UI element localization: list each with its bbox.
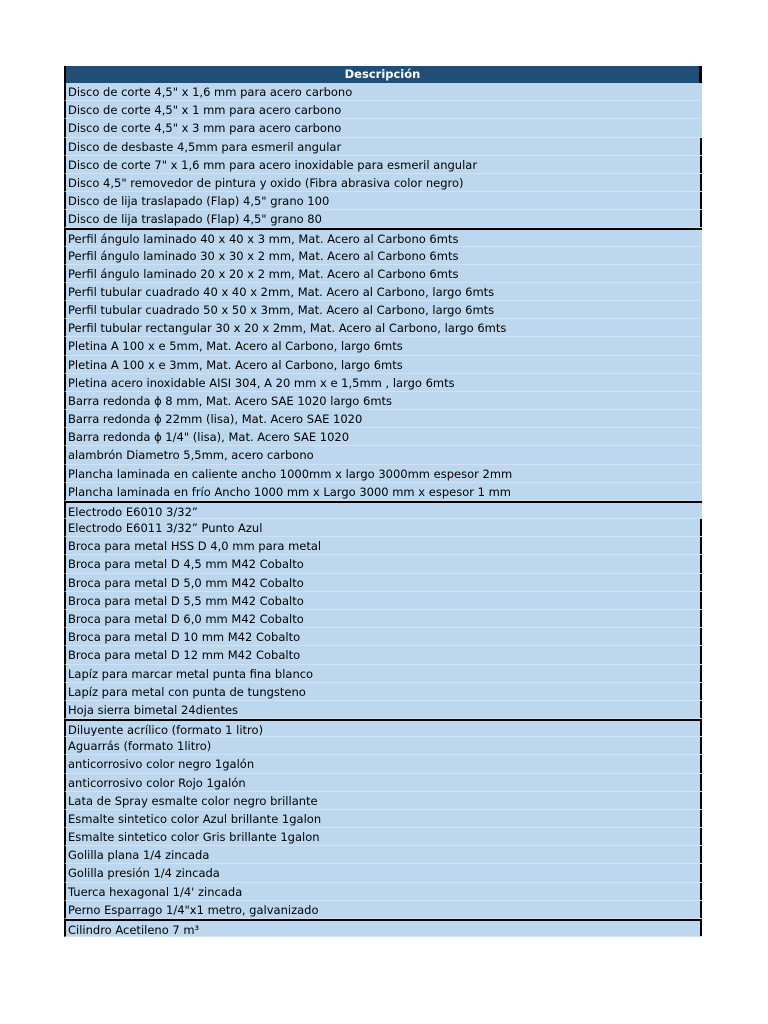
table-row[interactable]: Electrodo E6011 3/32” Punto Azul <box>64 519 702 537</box>
table-row[interactable]: Barra redonda ɸ 1/4" (lisa), Mat. Acero SAE 1020 <box>64 428 702 446</box>
table-row[interactable]: Cilindro Acetileno 7 m³ <box>64 919 702 937</box>
table-row[interactable]: Broca para metal D 6,0 mm M42 Cobalto <box>64 610 702 628</box>
table-row[interactable]: Golilla presión 1/4 zincada <box>64 864 702 882</box>
column-header-descripcion[interactable]: Descripción <box>64 66 702 83</box>
table-row[interactable]: Disco de corte 4,5" x 1,6 mm para acero carbono <box>64 83 702 101</box>
table-row[interactable]: Barra redonda ɸ 8 mm, Mat. Acero SAE 1020 largo 6mts <box>64 392 702 410</box>
table-row[interactable]: alambrón Diametro 5,5mm, acero carbono <box>64 446 702 464</box>
table-row[interactable]: anticorrosivo color negro 1galón <box>64 755 702 773</box>
table-row[interactable]: Perfil ángulo laminado 30 x 30 x 2 mm, Mat. Acero al Carbono 6mts <box>64 247 702 265</box>
table-row[interactable]: Disco de lija traslapado (Flap) 4,5" grano 100 <box>64 192 702 210</box>
table-row[interactable]: Broca para metal D 10 mm M42 Cobalto <box>64 628 702 646</box>
table-row[interactable]: Lata de Spray esmalte color negro brillante <box>64 792 702 810</box>
table-row[interactable]: Aguarrás (formato 1litro) <box>64 737 702 755</box>
table-row[interactable]: Disco de lija traslapado (Flap) 4,5" grano 80 <box>64 210 702 228</box>
table-row[interactable]: Disco de corte 7" x 1,6 mm para acero inoxidable para esmeril angular <box>64 156 702 174</box>
table-row[interactable]: Pletina acero inoxidable AISI 304, A 20 mm x e 1,5mm , largo 6mts <box>64 374 702 392</box>
table-row[interactable]: Pletina A 100 x e 5mm, Mat. Acero al Carbono, largo 6mts <box>64 337 702 355</box>
table-row[interactable]: Disco de desbaste 4,5mm para esmeril angular <box>64 138 702 156</box>
table-row[interactable]: Disco de corte 4,5" x 1 mm para acero carbono <box>64 101 702 119</box>
table-row[interactable]: anticorrosivo color Rojo 1galón <box>64 774 702 792</box>
table-row[interactable]: Broca para metal D 12 mm M42 Cobalto <box>64 646 702 664</box>
table-row[interactable]: Perno Esparrago 1/4"x1 metro, galvanizado <box>64 901 702 919</box>
table-row[interactable]: Broca para metal HSS D 4,0 mm para metal <box>64 537 702 555</box>
table-row[interactable]: Pletina A 100 x e 3mm, Mat. Acero al Carbono, largo 6mts <box>64 356 702 374</box>
table-row[interactable]: Perfil ángulo laminado 20 x 20 x 2 mm, Mat. Acero al Carbono 6mts <box>64 265 702 283</box>
table-row[interactable]: Perfil ángulo laminado 40 x 40 x 3 mm, Mat. Acero al Carbono 6mts <box>64 228 702 246</box>
table-row[interactable]: Barra redonda ɸ 22mm (lisa), Mat. Acero SAE 1020 <box>64 410 702 428</box>
table-row[interactable]: Plancha laminada en frío Ancho 1000 mm x Largo 3000 mm x espesor 1 mm <box>64 483 702 501</box>
table-row[interactable]: Esmalte sintetico color Gris brillante 1galon <box>64 828 702 846</box>
table-row[interactable]: Disco 4,5" removedor de pintura y oxido (Fibra abrasiva color negro) <box>64 174 702 192</box>
table-row[interactable]: Golilla plana 1/4 zincada <box>64 846 702 864</box>
table-row[interactable]: Perfil tubular rectangular 30 x 20 x 2mm, Mat. Acero al Carbono, largo 6mts <box>64 319 702 337</box>
table-row[interactable]: Esmalte sintetico color Azul brillante 1galon <box>64 810 702 828</box>
table-row[interactable]: Electrodo E6010 3/32” <box>64 501 702 519</box>
table-row[interactable]: Lapíz para metal con punta de tungsteno <box>64 683 702 701</box>
table-row[interactable]: Perfil tubular cuadrado 40 x 40 x 2mm, Mat. Acero al Carbono, largo 6mts <box>64 283 702 301</box>
table-row[interactable]: Diluyente acrílico (formato 1 litro) <box>64 719 702 737</box>
table-row[interactable]: Hoja sierra bimetal 24dientes <box>64 701 702 719</box>
table-row[interactable]: Perfil tubular cuadrado 50 x 50 x 3mm, Mat. Acero al Carbono, largo 6mts <box>64 301 702 319</box>
table-row[interactable]: Broca para metal D 5,0 mm M42 Cobalto <box>64 574 702 592</box>
table-row[interactable]: Broca para metal D 5,5 mm M42 Cobalto <box>64 592 702 610</box>
table-row[interactable]: Lapíz para marcar metal punta fina blanco <box>64 665 702 683</box>
table-row[interactable]: Plancha laminada en caliente ancho 1000mm x largo 3000mm espesor 2mm <box>64 465 702 483</box>
table-body <box>64 83 702 937</box>
table-row[interactable]: Disco de corte 4,5" x 3 mm para acero carbono <box>64 119 702 137</box>
spreadsheet-table <box>64 66 702 937</box>
table-row[interactable]: Broca para metal D 4,5 mm M42 Cobalto <box>64 555 702 573</box>
table-row[interactable]: Tuerca hexagonal 1/4' zincada <box>64 883 702 901</box>
